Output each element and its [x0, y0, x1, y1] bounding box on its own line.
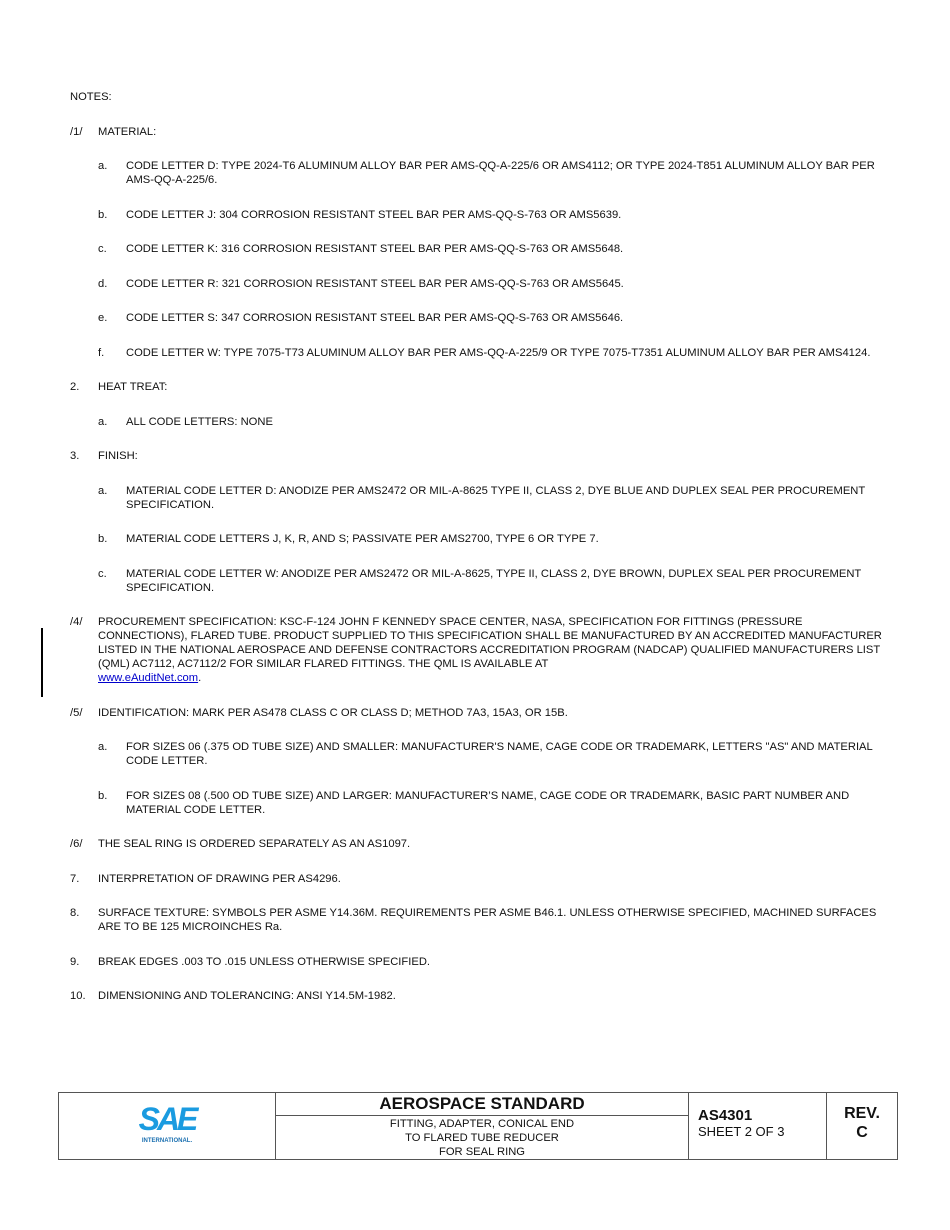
description-line: FOR SEAL RING: [439, 1146, 525, 1158]
note-text-body: MATERIAL:: [98, 125, 157, 138]
subitem-marker: d.: [98, 277, 108, 290]
note-subitem: [98, 277, 890, 291]
note-text: [98, 837, 890, 851]
logo-subtext: INTERNATIONAL.: [141, 1138, 193, 1144]
note-text: [98, 380, 890, 394]
note-item: [70, 837, 890, 851]
subitem-marker: b.: [98, 208, 108, 221]
note-text-body: BREAK EDGES .003 TO .015 UNLESS OTHERWISE SPECIFIED.: [98, 955, 431, 968]
note-text-body: INTERPRETATION OF DRAWING PER AS4296.: [98, 872, 341, 885]
subitem-text: CODE LETTER K: 316 CORROSION RESISTANT STEEL BAR PER AMS-QQ-S-763 OR AMS5648.: [126, 243, 624, 255]
subitem-marker: e.: [98, 312, 108, 324]
qml-link[interactable]: www.eAuditNet.com: [98, 672, 199, 684]
note-item: [70, 449, 890, 463]
note-item: [70, 906, 890, 934]
note-subitem: [98, 311, 890, 325]
notes-heading: NOTES:: [70, 91, 112, 103]
note-marker: 8.: [70, 907, 80, 919]
subitem-text: MATERIAL CODE LETTER W: ANODIZE PER AMS2472 OR MIL-A-8625, TYPE II, CLASS 2, DYE BROWN, DUPLEX SEAL PER PROCUREMENT SPECIFICATION.: [126, 567, 862, 594]
note-subitem: [98, 208, 890, 222]
note-subitem: [98, 346, 890, 360]
note-text-body: DIMENSIONING AND TOLERANCING: ANSI Y14.5M-1982.: [98, 990, 396, 1002]
subitem-marker: c.: [98, 567, 107, 580]
note-text-body: FINISH:: [98, 450, 138, 462]
note-text: [98, 906, 890, 934]
sheet-number: SHEET 2 OF 3: [698, 1124, 785, 1139]
standard-title: AEROSPACE STANDARD: [276, 1093, 688, 1116]
note-subitem: [98, 242, 890, 256]
description-line: TO FLARED TUBE REDUCER: [405, 1132, 559, 1144]
note-marker: /5/: [70, 706, 83, 719]
note-subitem: [98, 567, 890, 595]
document-number: AS4301: [698, 1107, 753, 1124]
subitem-marker: a.: [98, 741, 108, 753]
subitem-marker: c.: [98, 243, 107, 255]
note-item: [70, 125, 890, 139]
subitem-text: MATERIAL CODE LETTERS J, K, R, AND S; PASSIVATE PER AMS2700, TYPE 6 OR TYPE 7.: [126, 533, 599, 545]
revision-label: REV.: [844, 1105, 880, 1122]
note-subitem: [98, 415, 890, 429]
note-subitem: [98, 484, 890, 512]
note-marker: 9.: [70, 955, 80, 968]
note-marker: 10.: [70, 990, 86, 1002]
note-item: [70, 989, 890, 1003]
note-text: [98, 989, 890, 1003]
note-subitem: [98, 789, 890, 817]
note-text-tail: .: [198, 672, 202, 684]
note-item: [70, 955, 890, 969]
logo-text: SAE: [138, 1101, 196, 1137]
subitem-marker: a.: [98, 415, 108, 428]
revision-value: C: [856, 1124, 868, 1141]
note-text-body: THE SEAL RING IS ORDERED SEPARATELY AS AN AS1097.: [98, 838, 411, 850]
subitem-marker: f.: [98, 346, 105, 359]
note-marker: /4/: [70, 616, 83, 628]
note-text: [98, 955, 890, 969]
note-item: [70, 706, 890, 720]
subitem-text: FOR SIZES 08 (.500 OD TUBE SIZE) AND LARGER: MANUFACTURER’S NAME, CAGE CODE OR TRADEMARK, BASIC PART NUMBER AND MATERIAL CODE LETTER.: [126, 789, 850, 816]
note-text: [98, 615, 890, 685]
subitem-text: FOR SIZES 06 (.375 OD TUBE SIZE) AND SMALLER: MANUFACTURER'S NAME, CAGE CODE OR TRADEMARK, LETTERS "AS" AND MATERIAL CODE LETTER.: [126, 741, 873, 767]
subitem-marker: a.: [98, 484, 108, 497]
subitem-text: MATERIAL CODE LETTER D: ANODIZE PER AMS2472 OR MIL-A-8625 TYPE II, CLASS 2, DYE BLUE AND DUPLEX SEAL PER PROCUREMENT SPECIFICATION.: [126, 484, 866, 511]
note-text: [98, 125, 890, 139]
subitem-text: CODE LETTER R: 321 CORROSION RESISTANT STEEL BAR PER AMS-QQ-S-763 OR AMS5645.: [126, 277, 624, 290]
description-line: FITTING, ADAPTER, CONICAL END: [389, 1118, 575, 1130]
subitem-text: CODE LETTER W: TYPE 7075-T73 ALUMINUM ALLOY BAR PER AMS-QQ-A-225/9 OR TYPE 7075-T7351 ALUMINUM ALLOY BAR PER AMS4124.: [126, 346, 871, 359]
subitem-marker: a.: [98, 160, 108, 172]
sae-logo: [59, 1093, 276, 1159]
subitem-text: CODE LETTER D: TYPE 2024-T6 ALUMINUM ALLOY BAR PER AMS-QQ-A-225/6 OR AMS4112; OR TYPE 2024-T851 ALUMINUM ALLOY BAR PER AMS-QQ-A-225/6.: [126, 160, 875, 186]
note-subitem: [98, 740, 890, 768]
subitem-text: ALL CODE LETTERS: NONE: [126, 415, 273, 428]
subitem-text: CODE LETTER J: 304 CORROSION RESISTANT STEEL BAR PER AMS-QQ-S-763 OR AMS5639.: [126, 208, 622, 221]
note-text-body: PROCUREMENT SPECIFICATION: KSC-F-124 JOHN F KENNEDY SPACE CENTER, NASA, SPECIFICATION FOR FITTINGS (PRESSURE CONNECTIONS), FLARED TUBE. PRODUCT SUPPLIED TO THIS SPECIFICATION SHALL BE MANUFACTURED BY AN ACCREDITED MANUFACTURER LISTED IN THE NATIONAL AEROSPACE AND DEFENSE CONTRACTORS ACCREDITATION PROGRAM (NADCAP) QUALIFIED MANUFACTURERS LIST (QML) AC7112, AC7112/2 FOR SIMILAR FLARED FITTINGS. THE QML IS AVAILABLE AT: [98, 616, 882, 670]
note-text: [98, 706, 890, 720]
subitem-marker: b.: [98, 533, 108, 545]
note-text: [98, 872, 890, 886]
note-text-body: SURFACE TEXTURE: SYMBOLS PER ASME Y14.36M. REQUIREMENTS PER ASME B46.1. UNLESS OTHERWISE SPECIFIED, MACHINED SURFACES ARE TO BE 125 MICROINCHES Ra.: [98, 907, 877, 933]
note-marker: /6/: [70, 838, 83, 850]
note-item: [70, 615, 890, 685]
title-cell: [276, 1093, 689, 1159]
note-marker: 2.: [70, 381, 80, 393]
revision-cell: [827, 1093, 897, 1159]
note-subitem: [98, 532, 890, 546]
subitem-text: CODE LETTER S: 347 CORROSION RESISTANT STEEL BAR PER AMS-QQ-S-763 OR AMS5646.: [126, 312, 624, 324]
note-marker: /1/: [70, 125, 83, 138]
note-text-body: HEAT TREAT:: [98, 381, 168, 393]
part-description: [276, 1117, 688, 1159]
note-text-body: IDENTIFICATION: MARK PER AS478 CLASS C OR CLASS D; METHOD 7A3, 15A3, OR 15B.: [98, 706, 568, 719]
document-number-cell: [689, 1093, 827, 1159]
note-text: [98, 449, 890, 463]
note-marker: 7.: [70, 872, 80, 885]
note-marker: 3.: [70, 450, 80, 462]
note-subitem: [98, 159, 890, 187]
title-block: [58, 1092, 898, 1160]
note-item: [70, 380, 890, 394]
notes-section: [70, 90, 890, 1024]
note-item: [70, 872, 890, 886]
revision-change-bar: [41, 628, 43, 697]
subitem-marker: b.: [98, 789, 108, 802]
